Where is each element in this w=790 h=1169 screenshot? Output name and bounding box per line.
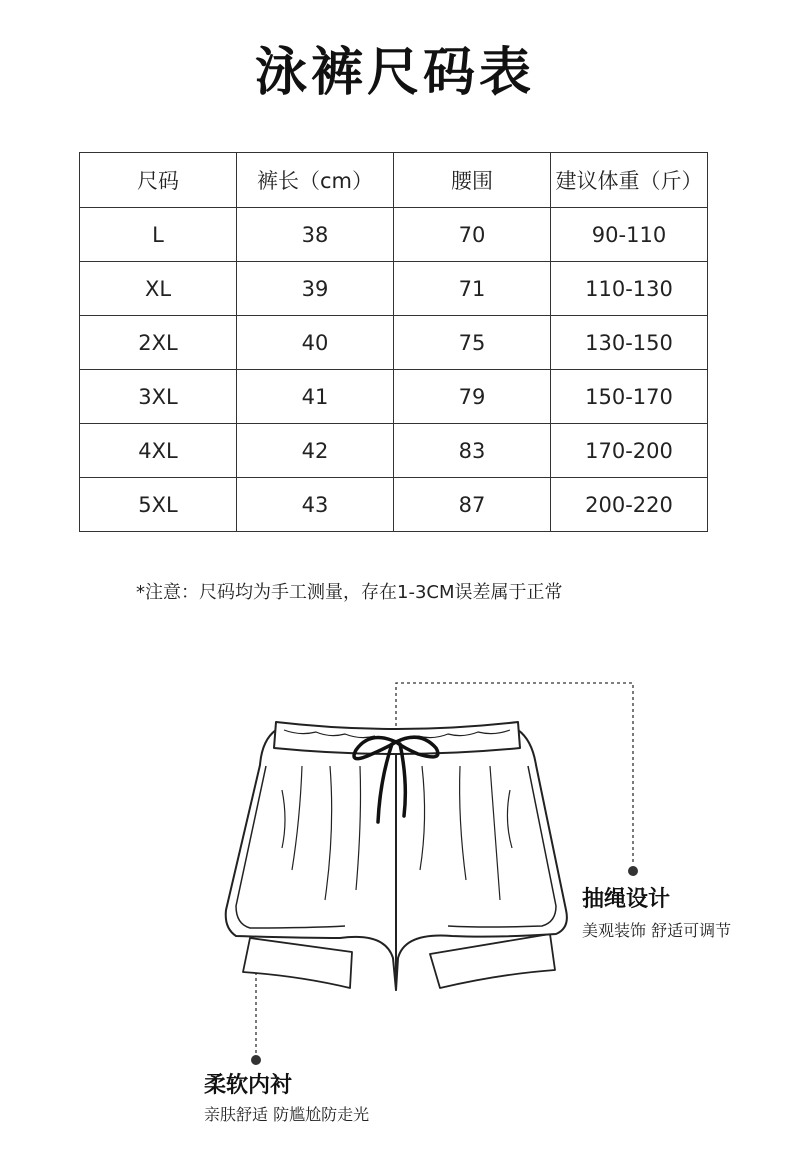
cell-size: 2XL bbox=[80, 316, 237, 370]
cell-waist: 71 bbox=[394, 262, 551, 316]
shorts-illustration bbox=[0, 670, 790, 1140]
header-size: 尺码 bbox=[80, 153, 237, 208]
cell-length: 38 bbox=[237, 208, 394, 262]
cell-weight: 150-170 bbox=[551, 370, 708, 424]
drawstring-callout-subtitle: 美观装饰 舒适可调节 bbox=[582, 921, 732, 940]
cell-size: 5XL bbox=[80, 478, 237, 532]
table-row bbox=[80, 370, 708, 424]
table-row bbox=[80, 316, 708, 370]
header-waist: 腰围 bbox=[394, 153, 551, 208]
cell-length: 43 bbox=[237, 478, 394, 532]
drawstring-callout-dot bbox=[628, 866, 638, 876]
cell-waist: 70 bbox=[394, 208, 551, 262]
cell-length: 42 bbox=[237, 424, 394, 478]
liner-callout-title: 柔软内衬 bbox=[204, 1073, 293, 1098]
header-length: 裤长（cm） bbox=[237, 153, 394, 208]
cell-size: 3XL bbox=[80, 370, 237, 424]
cell-weight: 200-220 bbox=[551, 478, 708, 532]
cell-size: XL bbox=[80, 262, 237, 316]
cell-length: 41 bbox=[237, 370, 394, 424]
cell-length: 40 bbox=[237, 316, 394, 370]
cell-weight: 90-110 bbox=[551, 208, 708, 262]
size-table bbox=[79, 152, 708, 532]
cell-size: 4XL bbox=[80, 424, 237, 478]
cell-waist: 83 bbox=[394, 424, 551, 478]
liner-callout-subtitle: 亲肤舒适 防尴尬防走光 bbox=[204, 1105, 370, 1124]
cell-waist: 75 bbox=[394, 316, 551, 370]
table-header-row bbox=[80, 153, 708, 208]
cell-weight: 130-150 bbox=[551, 316, 708, 370]
table-row bbox=[80, 262, 708, 316]
cell-length: 39 bbox=[237, 262, 394, 316]
liner-callout-dot bbox=[251, 1055, 261, 1065]
drawstring-callout-title: 抽绳设计 bbox=[582, 887, 671, 912]
cell-weight: 110-130 bbox=[551, 262, 708, 316]
cell-size: L bbox=[80, 208, 237, 262]
cell-waist: 79 bbox=[394, 370, 551, 424]
waistband bbox=[274, 722, 520, 754]
cell-weight: 170-200 bbox=[551, 424, 708, 478]
table-row bbox=[80, 208, 708, 262]
cell-waist: 87 bbox=[394, 478, 551, 532]
shorts-diagram bbox=[0, 670, 790, 1140]
table-row bbox=[80, 424, 708, 478]
page-title: 泳裤尺码表 bbox=[254, 43, 535, 103]
measurement-note: *注意：尺码均为手工测量，存在1-3CM误差属于正常 bbox=[136, 582, 563, 603]
table-row bbox=[80, 478, 708, 532]
header-weight: 建议体重（斤） bbox=[551, 153, 708, 208]
